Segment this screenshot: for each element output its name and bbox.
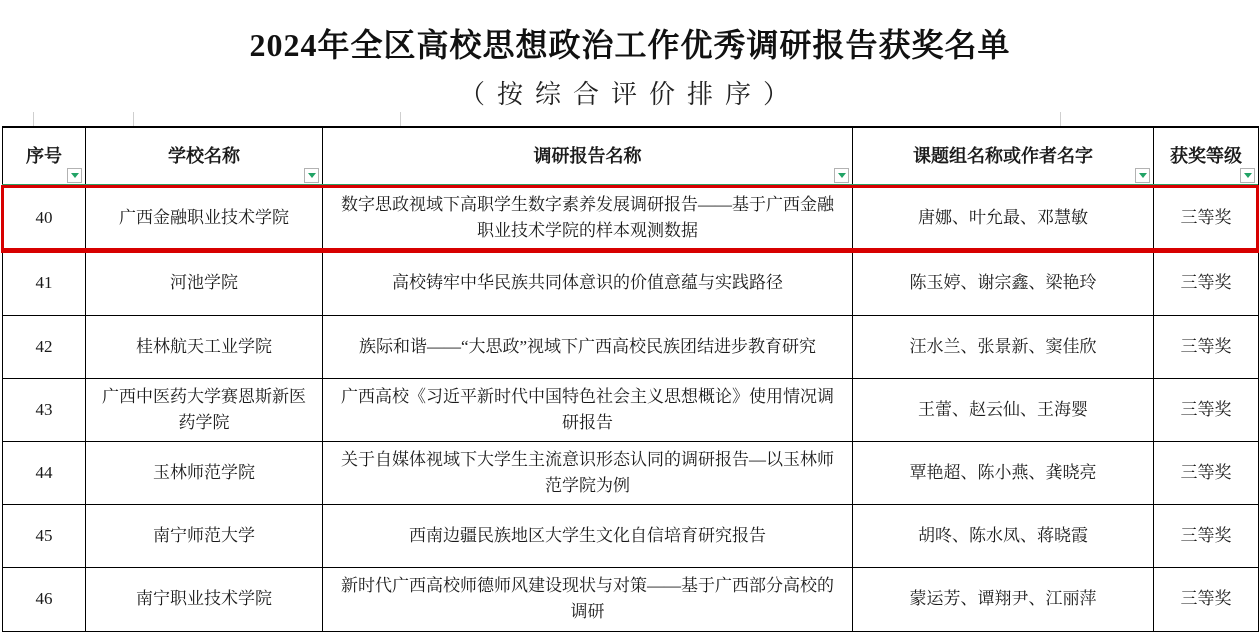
cell-no: 40 bbox=[3, 185, 86, 251]
table-row bbox=[3, 441, 1259, 504]
table-row bbox=[3, 185, 1259, 251]
column-header-award bbox=[1154, 127, 1259, 185]
cell-award: 三等奖 bbox=[1154, 251, 1259, 315]
table-body bbox=[3, 185, 1259, 631]
cell-authors: 陈玉婷、谢宗鑫、梁艳玲 bbox=[853, 251, 1154, 315]
cell-authors: 胡咚、陈水凤、蒋晓霞 bbox=[853, 504, 1154, 567]
column-header-label: 序号 bbox=[26, 146, 62, 167]
cell-award: 三等奖 bbox=[1154, 315, 1259, 378]
column-header-label: 调研报告名称 bbox=[533, 146, 642, 167]
cell-report: 高校铸牢中华民族共同体意识的价值意蕴与实践路径 bbox=[323, 251, 853, 315]
gridline-stub bbox=[33, 112, 34, 126]
cell-report: 新时代广西高校师德师风建设现状与对策——基于广西部分高校的调研 bbox=[323, 567, 853, 631]
cell-authors: 覃艳超、陈小燕、龚晓亮 bbox=[853, 441, 1154, 504]
column-header-label: 课题组名称或作者名字 bbox=[913, 146, 1093, 167]
awards-table bbox=[2, 126, 1259, 632]
table-row bbox=[3, 567, 1259, 631]
filter-dropdown-icon[interactable] bbox=[67, 168, 82, 183]
column-header-label: 学校名称 bbox=[168, 146, 240, 167]
triangle-down-icon bbox=[1244, 173, 1252, 178]
cell-no: 41 bbox=[3, 251, 86, 315]
cell-school: 玉林师范学院 bbox=[86, 441, 323, 504]
table-row bbox=[3, 378, 1259, 441]
column-header-label: 获奖等级 bbox=[1170, 146, 1242, 167]
cell-authors: 王蕾、赵云仙、王海婴 bbox=[853, 378, 1154, 441]
column-header-school bbox=[86, 127, 323, 185]
cell-award: 三等奖 bbox=[1154, 504, 1259, 567]
filter-dropdown-icon[interactable] bbox=[1135, 168, 1150, 183]
triangle-down-icon bbox=[1139, 173, 1147, 178]
cell-school: 河池学院 bbox=[86, 251, 323, 315]
triangle-down-icon bbox=[71, 173, 79, 178]
cell-school: 广西金融职业技术学院 bbox=[86, 185, 323, 251]
cell-award: 三等奖 bbox=[1154, 567, 1259, 631]
filter-dropdown-icon[interactable] bbox=[834, 168, 849, 183]
cell-authors: 唐娜、叶允最、邓慧敏 bbox=[853, 185, 1154, 251]
cell-no: 43 bbox=[3, 378, 86, 441]
cell-no: 42 bbox=[3, 315, 86, 378]
column-header-report bbox=[323, 127, 853, 185]
triangle-down-icon bbox=[838, 173, 846, 178]
cell-award: 三等奖 bbox=[1154, 185, 1259, 251]
cell-school: 广西中医药大学赛恩斯新医药学院 bbox=[86, 378, 323, 441]
triangle-down-icon bbox=[308, 173, 316, 178]
cell-award: 三等奖 bbox=[1154, 378, 1259, 441]
filter-dropdown-icon[interactable] bbox=[1240, 168, 1255, 183]
cell-school: 桂林航天工业学院 bbox=[86, 315, 323, 378]
page-title: 2024年全区高校思想政治工作优秀调研报告获奖名单 bbox=[249, 27, 1011, 63]
cell-report: 族际和谐——“大思政”视域下广西高校民族团结进步教育研究 bbox=[323, 315, 853, 378]
cell-authors: 蒙运芳、谭翔尹、江丽萍 bbox=[853, 567, 1154, 631]
table-container bbox=[2, 126, 1258, 632]
cell-no: 46 bbox=[3, 567, 86, 631]
cell-report: 数字思政视域下高职学生数字素养发展调研报告——基于广西金融职业技术学院的样本观测数据 bbox=[323, 185, 853, 251]
cell-no: 45 bbox=[3, 504, 86, 567]
cell-school: 南宁职业技术学院 bbox=[86, 567, 323, 631]
gridline-stub bbox=[400, 112, 401, 126]
column-header-no bbox=[3, 127, 86, 185]
cell-report: 关于自媒体视域下大学生主流意识形态认同的调研报告—以玉林师范学院为例 bbox=[323, 441, 853, 504]
cell-authors: 汪水兰、张景新、窦佳欣 bbox=[853, 315, 1154, 378]
table-row bbox=[3, 504, 1259, 567]
table-row bbox=[3, 251, 1259, 315]
column-header-authors bbox=[853, 127, 1154, 185]
cell-report: 广西高校《习近平新时代中国特色社会主义思想概论》使用情况调研报告 bbox=[323, 378, 853, 441]
gridline-stub bbox=[1060, 112, 1061, 126]
page-subtitle: （按综合评价排序） bbox=[458, 80, 801, 109]
cell-report: 西南边疆民族地区大学生文化自信培育研究报告 bbox=[323, 504, 853, 567]
filter-dropdown-icon[interactable] bbox=[304, 168, 319, 183]
table-row bbox=[3, 315, 1259, 378]
cell-award: 三等奖 bbox=[1154, 441, 1259, 504]
cell-no: 44 bbox=[3, 441, 86, 504]
gridline-stub bbox=[133, 112, 134, 126]
cell-school: 南宁师范大学 bbox=[86, 504, 323, 567]
header-row bbox=[3, 127, 1259, 185]
